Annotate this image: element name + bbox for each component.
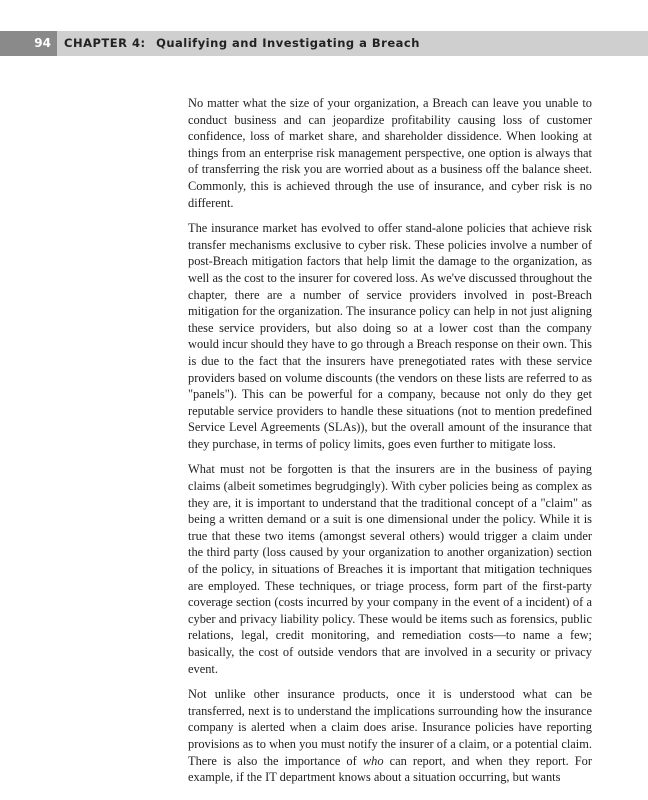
- emphasis: who: [362, 753, 384, 768]
- paragraph: The insurance market has evolved to offer stand-alone policies that achieve risk transfer mechanisms exclusive to cyber risk. These policies involve a number of post-Breach mitigation factors that help limit the damage to the organization, as well as the cost to the insurer for covered loss. As we've discussed throughout the chapter, there are a number of service providers involved in post-Breach mitigation for the organization. The insurance policy can help in not just aligning these service providers, but also doing so at a lower cost than the company would incur should they have to go through a Breach response on their own. This is due to the fact that the insurers have prenegotiated rates with these service providers based on volume discounts (the vendors on these lists are referred to as "panels"). This can be powerful for a company, because not only do they get reputable service providers to handle these situations (not to mention predefined Service Level Agreements (SLAs)), but the overall amount of the insurance that they purchase, in terms of policy limits, goes even further to mitigate loss.: [188, 221, 592, 451]
- paragraph-text: can report, and when they report. For example, if the IT department knows about a situation occurring, but wants: [188, 753, 592, 785]
- chapter-heading: [64, 31, 420, 56]
- paragraph: No matter what the size of your organization, a Breach can leave you unable to conduct business and can jeopardize profitability causing loss of customer confidence, loss of market share, and shareholder dissidence. When looking at things from an enterprise risk management perspective, one option is always that of transferring the risk you are worried about as a business off the balance sheet. Commonly, this is achieved through the use of insurance, and cyber risk is no different.: [188, 96, 592, 210]
- page-number: 94: [0, 31, 57, 56]
- paragraph-text: Not unlike other insurance products, once it is understood what can be transferred, next is to understand the implications surrounding how the insurance company is alerted when a claim does arise. Insurance policies have reporting provisions as to when you must notify the insurer of a claim, or a potential claim. There is also the importance of: [188, 687, 592, 768]
- paragraph: What must not be forgotten is that the insurers are in the business of paying claims (albeit sometimes begrudgingly). With cyber policies being as complex as they are, it is important to understand that the traditional concept of a "claim" as being a written demand or a suit is one dimensional under the policy. While it is true that these two items (amongst several others) would trigger a claim under the third party (loss caused by your organization to another organization) section of the policy, in situations of Breaches it is important that mitigation techniques are employed. These techniques, or triage process, form part of the first-party coverage section (costs incurred by your company in the event of a incident) of a cyber and privacy liability policy. These would be items such as forensics, public relations, legal, credit monitoring, and remediation costs—to name a few; basically, the cost of outside vendors that are involved in a security or privacy event.: [188, 462, 592, 676]
- paragraph: [188, 686, 592, 786]
- chapter-label: CHAPTER 4:: [64, 36, 146, 50]
- running-header: [0, 31, 648, 56]
- chapter-title: Qualifying and Investigating a Breach: [156, 36, 420, 50]
- body-text: [188, 95, 592, 795]
